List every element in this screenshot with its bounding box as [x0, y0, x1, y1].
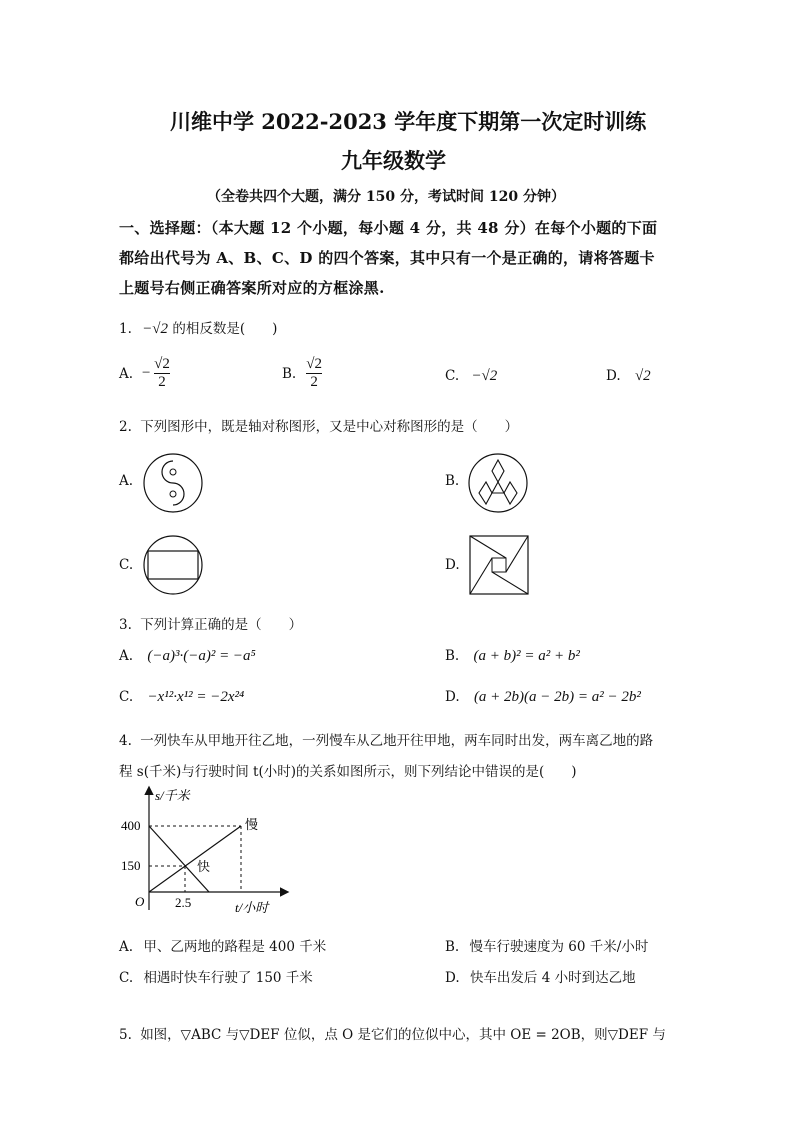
question-4-line-1 — [119, 729, 653, 749]
section-instructions-line-3: 上题号右侧正确答案所对应的方框涂黑. — [119, 279, 385, 297]
question-1 — [119, 317, 277, 338]
q2-option-d-label[interactable]: D. — [445, 557, 460, 573]
q2-option-a-label[interactable]: A. — [119, 473, 134, 489]
q1-option-b[interactable] — [282, 356, 322, 391]
option-value: −x¹²·x¹² = −2x²⁴ — [147, 689, 245, 705]
question-3 — [119, 613, 302, 633]
option-label: C. — [119, 970, 134, 986]
page-title: 川维中学 2022-2023 学年度下期第一次定时训练 — [170, 109, 647, 134]
pinwheel-square-figure — [467, 533, 531, 597]
q2-option-b-label[interactable]: B. — [445, 473, 460, 489]
option-value: √2 — [634, 368, 651, 384]
question-number: 5. — [119, 1027, 132, 1043]
option-value: −√2 — [471, 368, 498, 384]
y-axis-label: s/千米 — [155, 788, 190, 803]
q3-option-b[interactable] — [445, 648, 580, 665]
option-value: (−a)³·(−a)² = −a⁵ — [147, 648, 256, 664]
q1-option-a[interactable] — [119, 356, 170, 391]
q4-option-d[interactable] — [445, 966, 636, 986]
option-text: 慢车行驶速度为 60 千米/小时 — [469, 939, 649, 955]
question-5-line-1 — [119, 1023, 666, 1043]
question-4-line-2: 程 s(千米)与行驶时间 t(小时)的关系如图所示，则下列结论中错误的是( ) — [119, 764, 577, 780]
three-diamond-figure — [466, 451, 530, 515]
q4-option-c[interactable] — [119, 966, 313, 986]
fraction-denominator: 2 — [310, 374, 318, 390]
section-instructions-line-1: 一、选择题：（本大题 12 个小题，每小题 4 分，共 48 分）在每个小题的下面 — [119, 219, 658, 237]
distance-time-graph — [115, 782, 295, 922]
option-fraction — [306, 356, 322, 391]
y-tick-150: 150 — [121, 858, 141, 873]
option-fraction — [154, 356, 170, 391]
option-label: A. — [119, 365, 134, 382]
yin-yang-figure — [141, 451, 205, 515]
question-2 — [119, 415, 518, 435]
option-text: 甲、乙两地的路程是 400 千米 — [143, 939, 327, 955]
q4-option-b[interactable] — [445, 935, 648, 955]
option-label: B. — [445, 648, 460, 664]
origin-label: O — [135, 894, 145, 909]
option-label: A. — [119, 648, 134, 664]
option-label: B. — [445, 939, 460, 955]
question-number: 4. — [119, 733, 132, 749]
fraction-denominator: 2 — [158, 374, 166, 390]
option-label: D. — [445, 689, 460, 705]
q1-option-c[interactable] — [445, 368, 497, 385]
exam-info: （全卷共四个大题，满分 150 分，考试时间 120 分钟） — [207, 189, 565, 205]
q4-option-a[interactable] — [119, 935, 326, 955]
fraction-numerator: √2 — [306, 356, 322, 372]
q3-option-d[interactable] — [445, 689, 641, 706]
fast-train-label: 快 — [197, 859, 211, 874]
option-value: (a + b)² = a² + b² — [473, 648, 580, 664]
y-tick-400: 400 — [121, 818, 141, 833]
circle-rectangle-figure — [141, 533, 205, 597]
slow-train-label: 慢 — [245, 817, 259, 832]
option-text: 相遇时快车行驶了 150 千米 — [143, 970, 313, 986]
option-sign: − — [141, 365, 152, 381]
option-label: D. — [606, 368, 621, 384]
x-axis-label: t/小时 — [235, 900, 269, 915]
q3-option-c[interactable] — [119, 689, 244, 706]
option-label: B. — [282, 365, 297, 382]
section-instructions-line-2: 都给出代号为 A、B、C、D 的四个答案，其中只有一个是正确的，请将答题卡 — [119, 249, 655, 267]
slow-train-line — [149, 826, 241, 892]
option-label: C. — [119, 689, 134, 705]
question-text: 如图，▽ABC 与▽DEF 位似，点 O 是它们的位似中心，其中 OE = 2OB，则▽DEF 与 — [140, 1027, 666, 1043]
q3-option-a[interactable] — [119, 648, 256, 665]
question-text: 一列快车从甲地开往乙地，一列慢车从乙地开往甲地，两车同时出发，两车离乙地的路 — [140, 733, 654, 749]
question-expression: −√2 — [142, 321, 169, 337]
question-text: 下列计算正确的是（ ） — [140, 617, 303, 633]
fraction-numerator: √2 — [154, 356, 170, 372]
option-text: 快车出发后 4 小时到达乙地 — [469, 970, 636, 986]
question-number: 3. — [119, 617, 132, 633]
page-subtitle: 九年级数学 — [341, 148, 446, 173]
question-number: 2. — [119, 419, 132, 435]
q1-option-d[interactable] — [606, 368, 651, 385]
option-label: C. — [445, 368, 460, 384]
x-tick-2-5: 2.5 — [175, 895, 192, 910]
question-text: 的相反数是( ) — [172, 321, 278, 337]
option-value: (a + 2b)(a − 2b) = a² − 2b² — [473, 689, 641, 705]
question-text: 下列图形中，既是轴对称图形，又是中心对称图形的是（ ） — [140, 419, 519, 435]
option-label: A. — [119, 939, 134, 955]
q2-option-c-label[interactable]: C. — [119, 557, 134, 573]
question-number: 1. — [119, 321, 132, 337]
option-label: D. — [445, 970, 460, 986]
